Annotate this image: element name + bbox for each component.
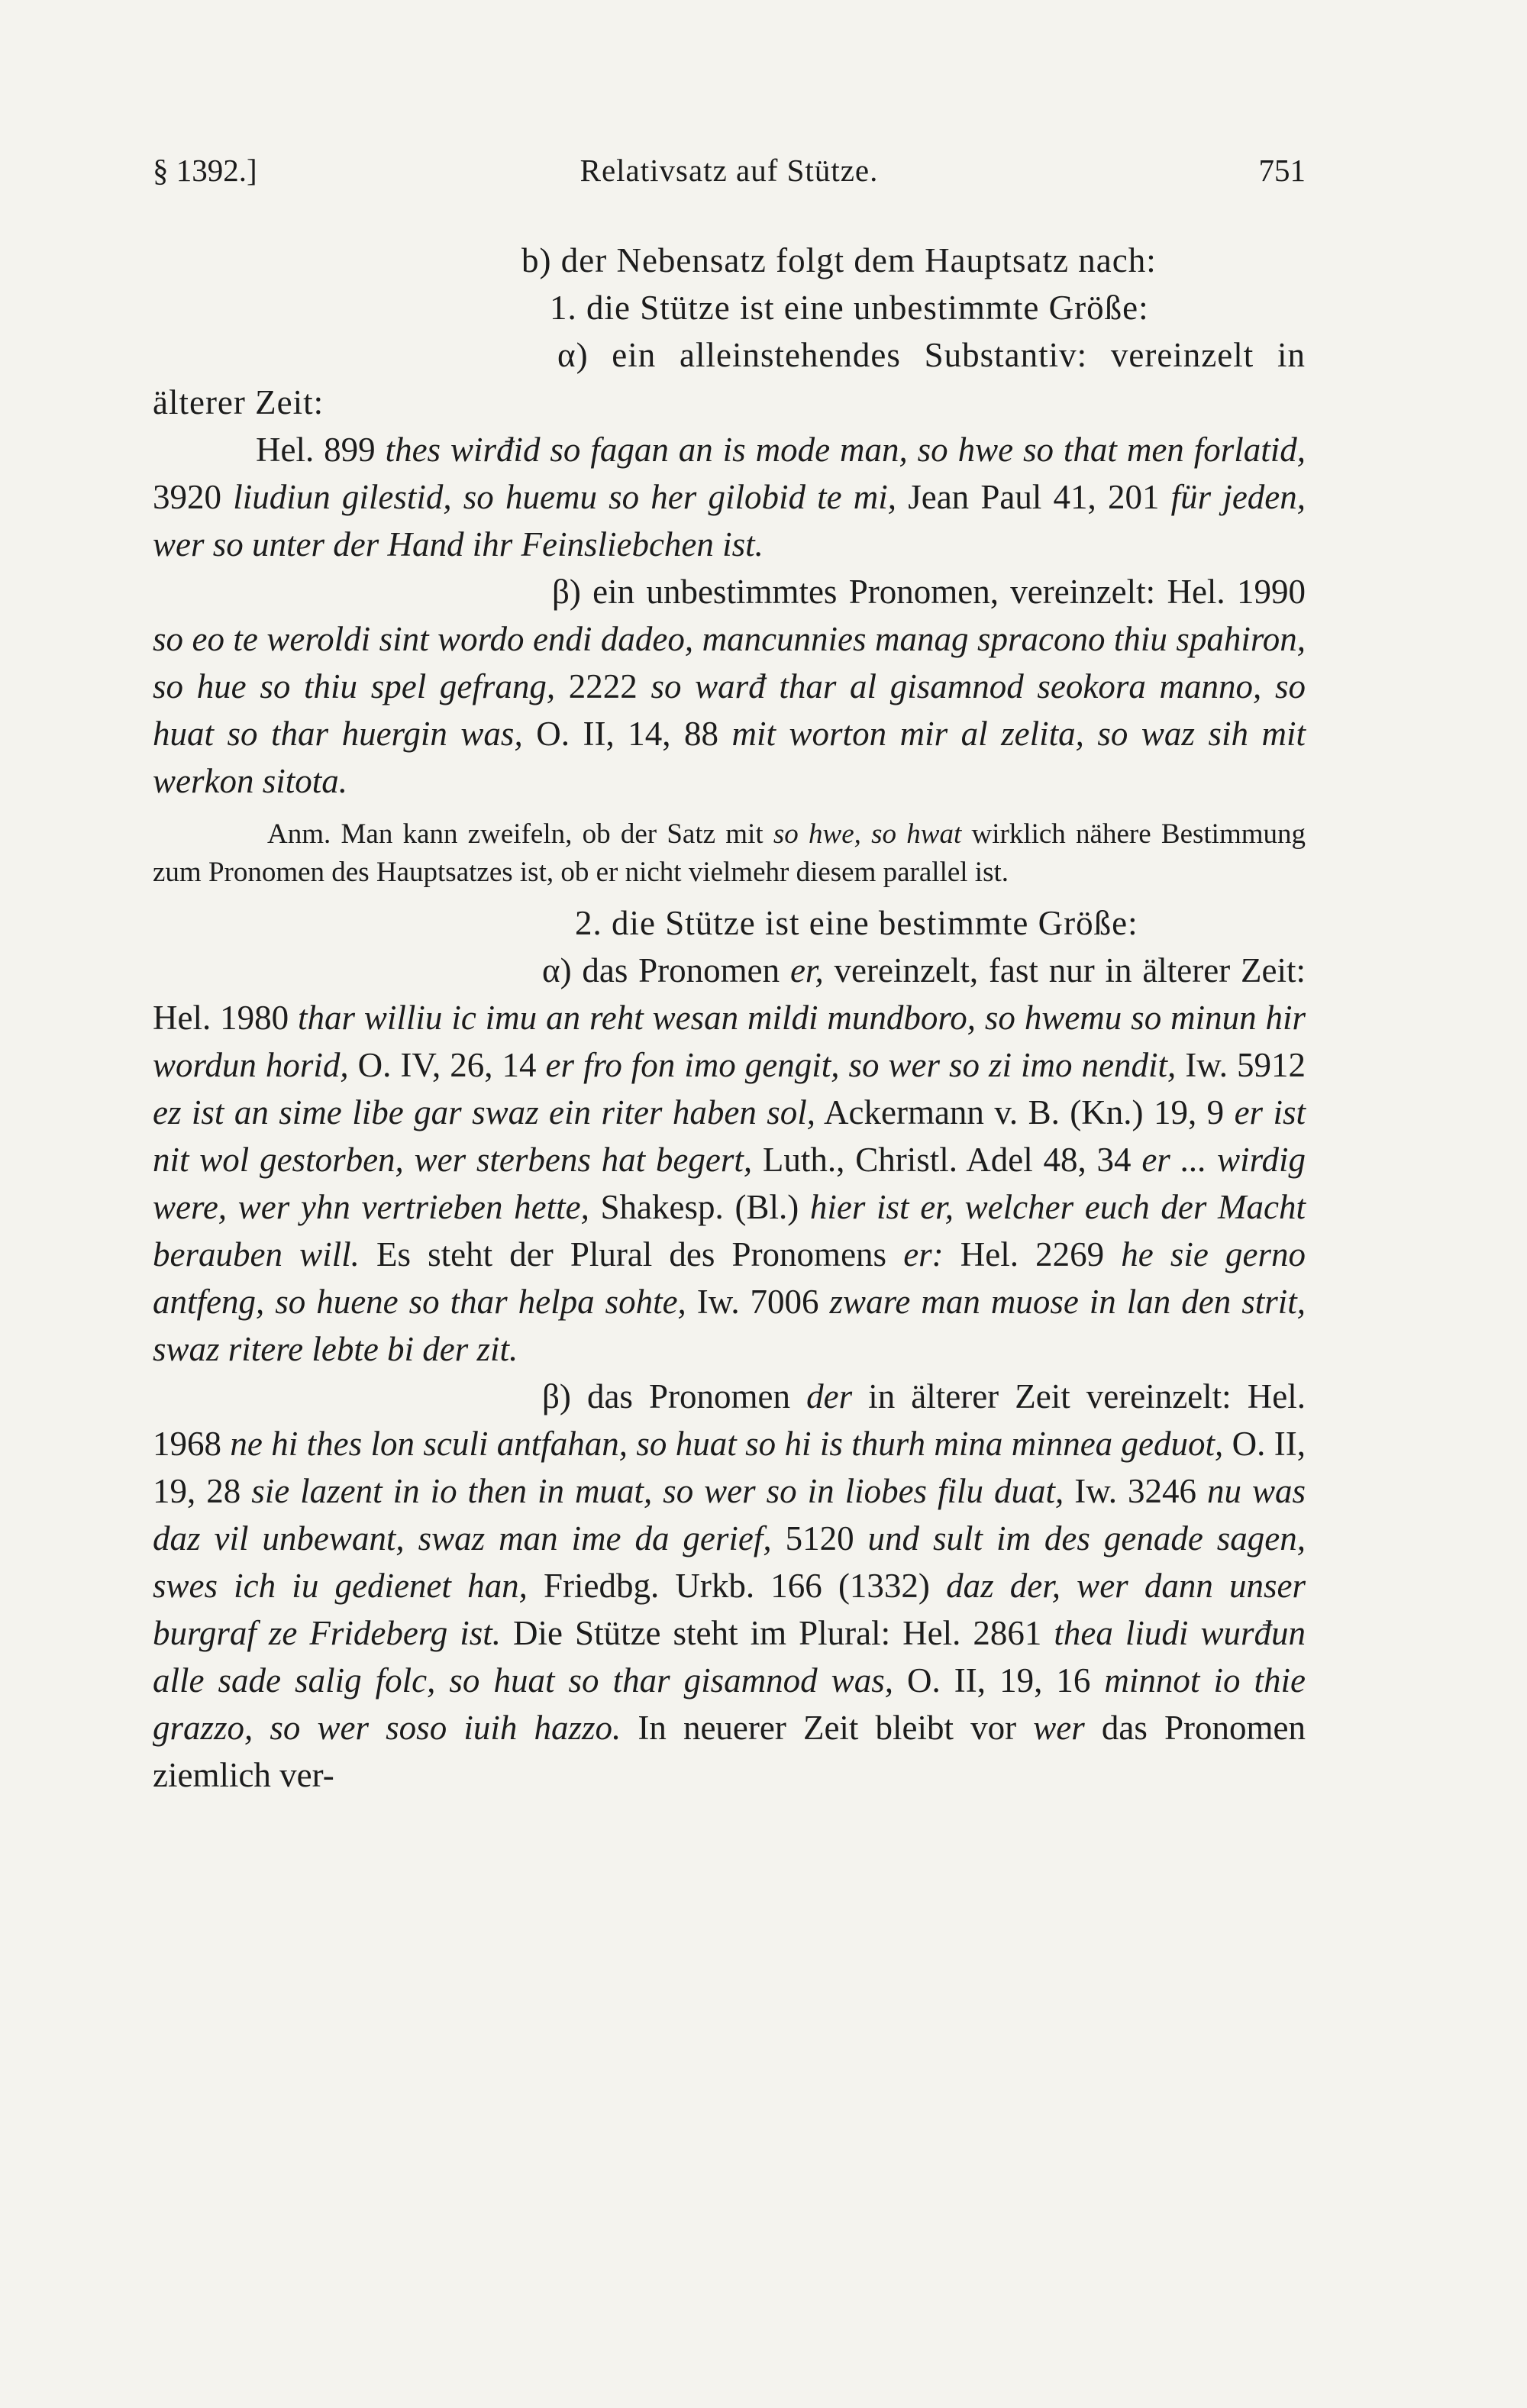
running-title: Relativsatz auf Stütze. (579, 153, 879, 188)
subsection-b-heading: b) der Nebensatz folgt dem Hauptsatz nach: (521, 241, 1157, 279)
alpha-2-paragraph: α) das Pronomen er, vereinzelt, fast nur in älterer Zeit: Hel. 1980 thar williu ic imu an reht wesan mildi mundboro, so hwemu so minun hir wordun horid, O. IV, 26, 14 er fro fon imo gengit, so wer so zi imo nendit, Iw. 5912 ez ist an sime libe gar swaz ein riter haben sol, Ackermann v. B. (Kn.) 19, 9 er ist nit wol gestorben, wer sterbens hat begert, Luth., Christl. Adel 48, 34 er ... wirdig were, wer yhn vertrieben hette, Shakesp. (Bl.) hier ist er, welcher euch der Macht berauben will. Es steht der Plural des Pronomens er: Hel. 2269 he sie gerno antfeng, so huene so thar helpa sohte, Iw. 7006 zware man muose in lan den strit, swaz ritere lebte bi der zit. (153, 951, 1306, 1368)
page-body (153, 237, 1306, 1799)
annotation-note: Anm. Man kann zweifeln, ob der Satz mit so hwe, so hwat wirklich nähere Bestimmung zum Pronomen des Hauptsatzes ist, ob er nicht vielmehr diesem parallel ist. (153, 818, 1306, 888)
beta-2-paragraph: β) das Pronomen der in älterer Zeit vereinzelt: Hel. 1968 ne hi thes lon sculi antfahan, so huat so hi is thurh mina minnea geduot, O. II, 19, 28 sie lazent in io then in muat, so wer so in liobes filu duat, Iw. 3246 nu was daz vil unbewant, swaz man ime da gerief, 5120 und sult im des genade sagen, swes ich iu gedienet han, Friedbg. Urkb. 166 (1332) daz der, wer dann unser burgraf ze Frideberg ist. Die Stütze steht im Plural: Hel. 2861 thea liudi wurđun alle sade salig folc, so huat so thar gisamnod was, O. II, 19, 16 minnot io thie grazzo, so wer soso iuih hazzo. In neuerer Zeit bleibt vor wer das Pronomen ziemlich ver- (153, 1377, 1306, 1794)
point-1-heading: 1. die Stütze ist eine unbestimmte Größe: (550, 289, 1149, 327)
beta-1-paragraph: β) ein unbestimmtes Pronomen, vereinzelt: Hel. 1990 so eo te weroldi sint wordo endi dadeo, mancunnies manag spracono thiu spahiron, so hue so thiu spel gefrang, 2222 so warđ thar al gisamnod seokora manno, so huat so thar huergin was, O. II, 14, 88 mit worton mir al zelita, so waz sih mit werkon sitota. (153, 573, 1306, 800)
alpha-1-paragraph: α) ein alleinstehendes Substantiv: vereinzelt in älterer Zeit: (153, 336, 1306, 421)
examples-paragraph-1: Hel. 899 thes wirđid so fagan an is mode man, so hwe so that men forlatid, 3920 liudiun gilestid, so huemu so her gilobid te mi, Jean Paul 41, 201 für jeden, wer so unter der Hand ihr Feinsliebchen ist. (153, 431, 1306, 563)
section-number: § 1392.] (153, 153, 257, 188)
point-2-heading: 2. die Stütze ist eine bestimmte Größe: (575, 904, 1138, 942)
page-number: 751 (1258, 153, 1306, 188)
